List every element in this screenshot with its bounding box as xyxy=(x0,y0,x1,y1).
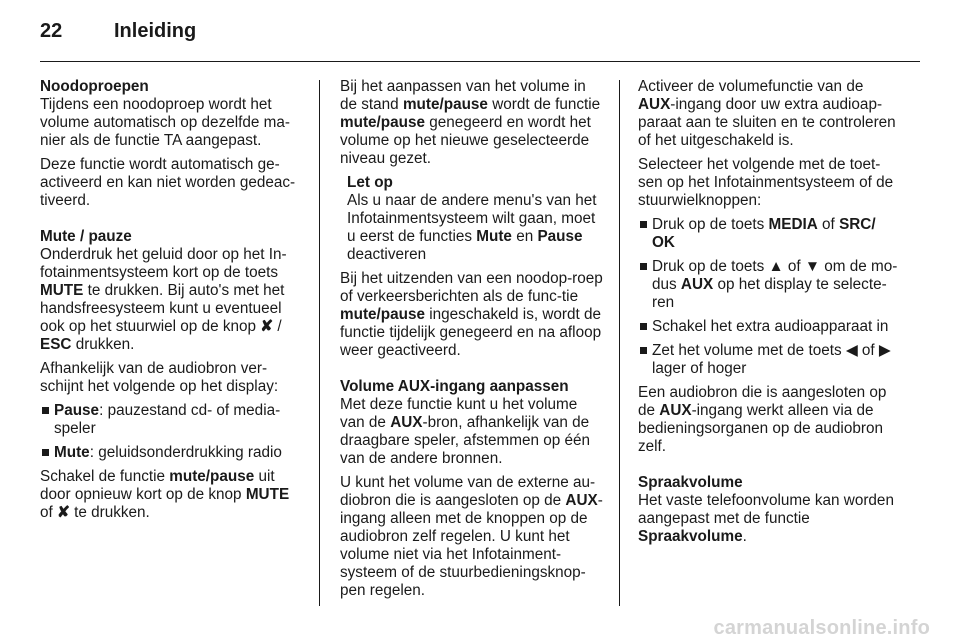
paragraph: Het vaste telefoonvolume kan worden aangepast met de functie Spraakvolume. xyxy=(638,492,894,545)
paragraph: Bij het aanpassen van het volume in de stand mute/pause wordt de functie mute/pause genegeerd en wordt het volume op het nieuwe geselecteerde niveau gezet. xyxy=(340,78,601,167)
list-item: Zet het volume met de toets ◀ of ▶ lager of hoger xyxy=(638,342,902,378)
column-divider-2 xyxy=(619,80,620,606)
heading-noodoproepen: Noodoproepen xyxy=(40,78,149,95)
paragraph: U kunt het volume van de externe au-diobron die is aangesloten op de AUX-ingang alleen met de knoppen op de audiobron zelf regelen. U kunt het volume niet via het Infotainment-systeem of de stuurbedieningsknop-pen regelen. xyxy=(340,474,603,599)
paragraph: Schakel de functie mute/pause uit door opnieuw kort op de knop MUTE of ✘ te drukken. xyxy=(40,468,290,521)
page-number: 22 xyxy=(40,20,63,42)
heading-spraakvolume: Spraakvolume xyxy=(638,474,743,491)
bullet-list xyxy=(40,402,306,462)
bullet-list xyxy=(638,216,902,378)
mute-knob-icon: ✘ xyxy=(57,504,70,521)
list-item: Druk op de toets ▲ of ▼ om de mo-dus AUX op het display te selecte-ren xyxy=(638,258,902,312)
list-item: Schakel het extra audioapparaat in xyxy=(638,318,902,336)
column-3 xyxy=(638,78,902,552)
page-header xyxy=(40,20,196,43)
paragraph: Een audiobron die is aangesloten op de AUX-ingang werkt alleen via de bedieningsorganen op de audiobron zelf. xyxy=(638,384,887,455)
paragraph: Activeer de volumefunctie van de AUX-ingang door uw extra audioap-paraat aan te sluiten en te controleren of het uitgeschakeld is. xyxy=(638,78,896,149)
watermark: carmanualsonline.info xyxy=(713,617,930,639)
heading-mute-pauze: Mute / pauze xyxy=(40,228,132,245)
list-item: Pause: pauzestand cd- of media-speler xyxy=(40,402,306,438)
note-label: Let op xyxy=(347,174,393,191)
paragraph: Afhankelijk van de audiobron ver-schijnt het volgende op het display: xyxy=(40,360,279,395)
list-item: Druk op de toets MEDIA of SRC/ OK xyxy=(638,216,902,252)
mute-knob-icon: ✘ xyxy=(260,318,274,335)
note-box xyxy=(347,174,604,264)
column-1 xyxy=(40,78,306,528)
paragraph: Deze functie wordt automatisch ge-activeerd en kan niet worden gedeac-tiveerd. xyxy=(40,156,296,209)
paragraph: Bij het uitzenden van een noodop-roep of verkeersberichten als de func-tie mute/pause ingeschakeld is, wordt de functie tijdelijk genegeerd en na afloop weer geactiveerd. xyxy=(340,270,603,359)
page-title: Inleiding xyxy=(114,20,197,42)
column-divider-1 xyxy=(319,80,320,606)
paragraph: Met deze functie kunt u het volume van de AUX-bron, afhankelijk van de draagbare speler, afstemmen op één van de andere bronnen. xyxy=(340,396,591,467)
column-2 xyxy=(340,78,604,606)
list-item: Mute: geluidsonderdrukking radio xyxy=(40,444,306,462)
paragraph: Tijdens een noodoproep wordt het volume automatisch op dezelfde ma-nier als de functie TA aangepast. xyxy=(40,96,290,149)
heading-volume-aux: Volume AUX-ingang aanpassen xyxy=(340,378,569,395)
paragraph: Selecteer het volgende met de toet-sen op het Infotainmentsysteem of de stuurwielknoppen: xyxy=(638,156,894,209)
paragraph: Onderdruk het geluid door op het In-fotainmentsysteem kort op de toets MUTE te drukken. Bij auto's met het handsfreesysteem kunt u eventueel ook op het stuurwiel op de knop ✘ / ESC drukken. xyxy=(40,246,287,353)
header-rule xyxy=(40,61,920,62)
note-text: Als u naar de andere menu's van het Infotainmentsysteem wilt gaan, moet u eerst de functies Mute en Pause deactiveren xyxy=(347,192,597,263)
